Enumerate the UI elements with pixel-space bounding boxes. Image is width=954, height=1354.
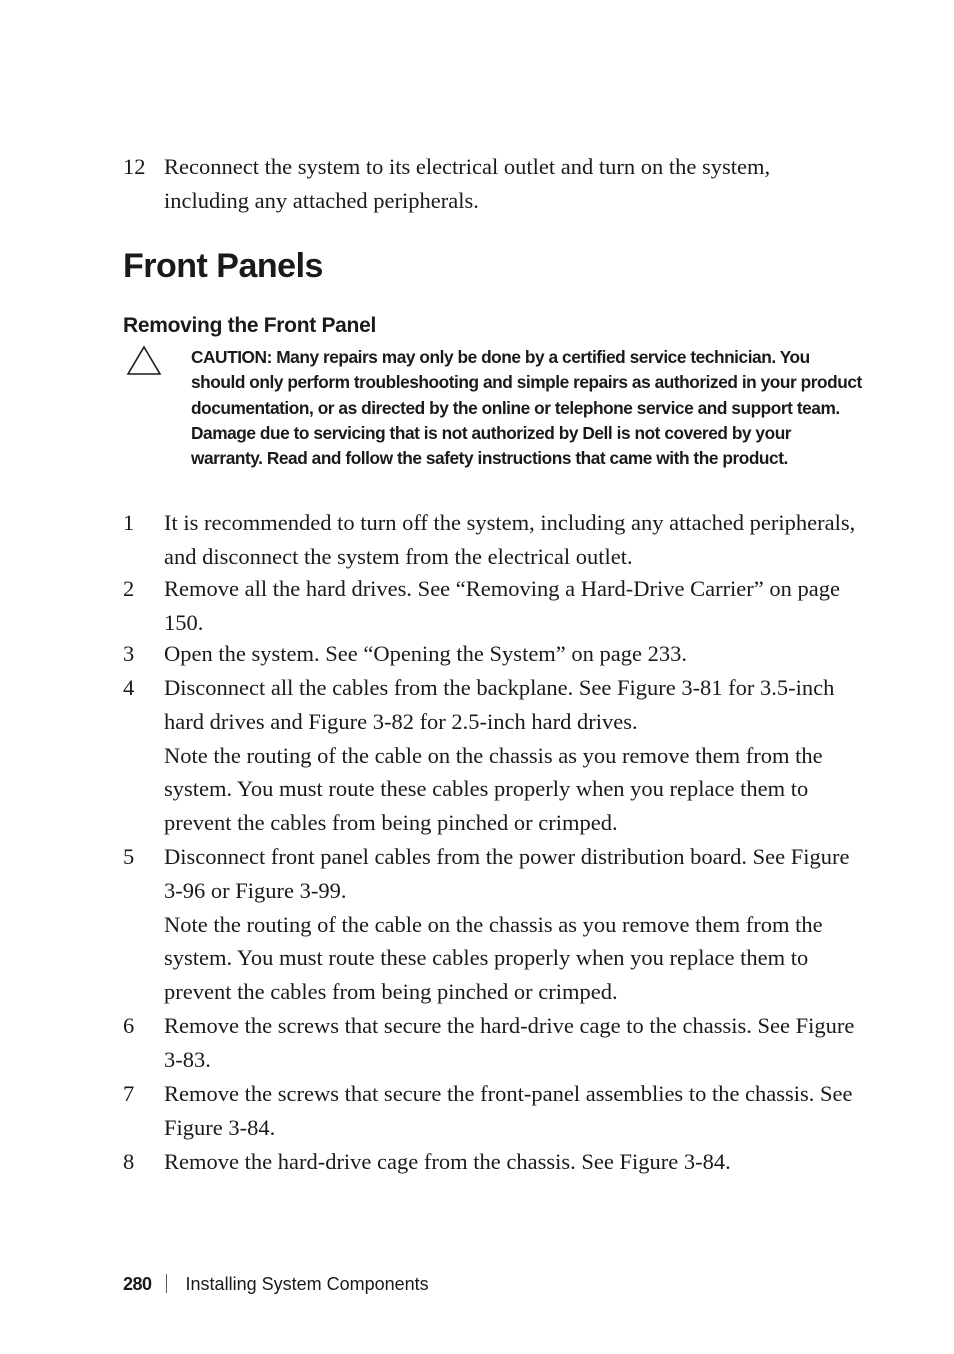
step-text: It is recommended to turn off the system, including any attached peripherals, and disconnect the system from the electrical outlet. [164,510,856,569]
step-12 [123,150,858,218]
caution-text: CAUTION: Many repairs may only be done by a certified service technician. You should only perform troubleshooting and simple repairs as authorized in your product documentation, or as directed by the online or telephone service and support team. Damage due to servicing that is not authorized by Dell is not covered by your warranty. Read and follow the safety instructions that came with the product. [191,347,862,469]
step-number: 2 [123,576,135,601]
step-text: Remove the screws that secure the hard-drive cage to the chassis. See Figure 3-83. [164,1013,855,1072]
step-text: Remove the hard-drive cage from the chassis. See Figure 3-84. [164,1149,731,1174]
step-note: Note the routing of the cable on the chassis as you remove them from the system. You must route these cables properly when you replace them to prevent the cables from being pinched or crimped. [164,742,823,836]
step-7 [123,1077,858,1145]
step-text: Remove the screws that secure the front-panel assemblies to the chassis. See Figure 3-84. [164,1081,853,1140]
step-number: 8 [123,1149,135,1174]
section-heading: Removing the Front Panel [123,314,376,337]
step-5 [123,840,858,1009]
page-footer [123,1271,429,1297]
step-text: Reconnect the system to its electrical outlet and turn on the system, including any attached peripherals. [164,154,771,213]
step-text: Disconnect front panel cables from the power distribution board. See Figure 3-96 or Figure 3-99. [164,844,850,903]
step-number: 1 [123,510,135,535]
step-text: Remove all the hard drives. See “Removing a Hard-Drive Carrier” on page 150. [164,576,840,635]
page-number: 280 [123,1274,152,1294]
step-number: 4 [123,675,135,700]
step-number: 3 [123,641,135,666]
step-number: 7 [123,1081,135,1106]
footer-section-title: Installing System Components [185,1274,429,1294]
step-4 [123,671,858,840]
step-2 [123,572,858,640]
caution-triangle-icon [126,345,162,377]
step-8 [123,1145,858,1179]
step-3 [123,637,858,671]
footer-separator [166,1274,167,1293]
step-text: Disconnect all the cables from the backplane. See Figure 3-81 for 3.5-inch hard drives and Figure 3-82 for 2.5-inch hard drives. [164,675,835,734]
page-title: Front Panels [123,247,323,285]
step-note: Note the routing of the cable on the chassis as you remove them from the system. You must route these cables properly when you replace them to prevent the cables from being pinched or crimped. [164,911,823,1005]
step-6 [123,1009,858,1077]
step-1 [123,506,858,574]
step-number: 6 [123,1013,135,1038]
step-text: Open the system. See “Opening the System” on page 233. [164,641,688,666]
step-number: 12 [123,154,146,179]
step-number: 5 [123,844,135,869]
